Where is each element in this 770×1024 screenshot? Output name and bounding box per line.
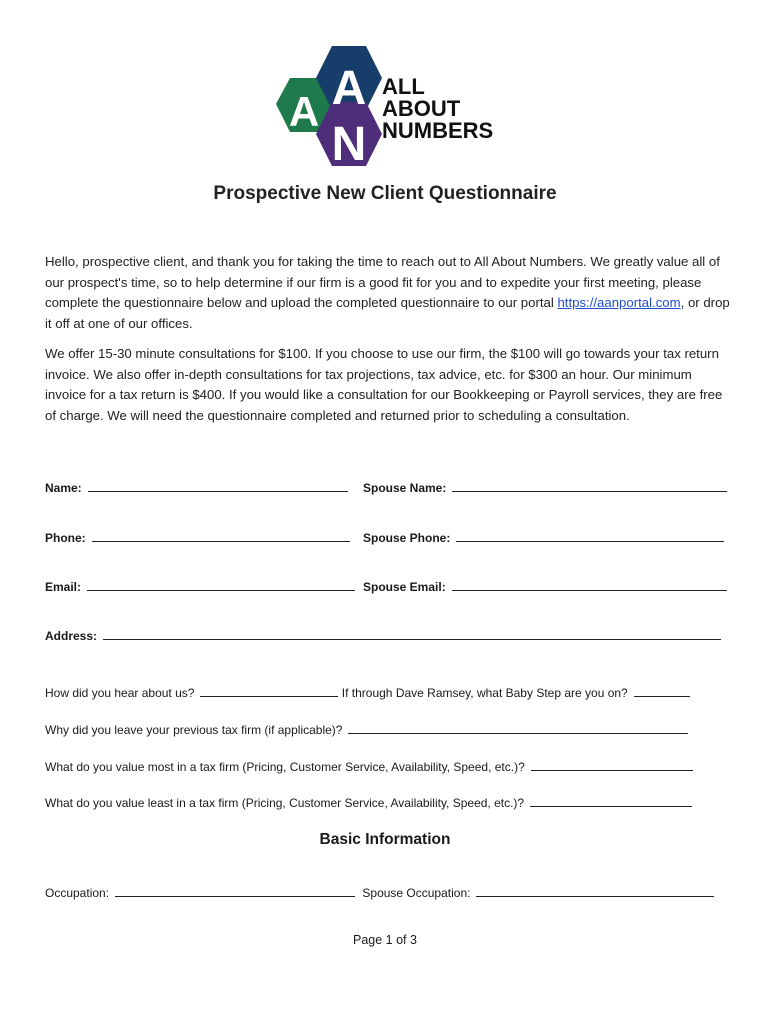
phone-row — [45, 530, 730, 546]
occupation-row — [45, 885, 730, 900]
value-most-label: What do you value most in a tax firm (Pricing, Customer Service, Availability, Speed, etc.)? — [45, 760, 525, 774]
email-label: Email: — [45, 580, 82, 594]
baby-step-label: If through Dave Ramsey, what Baby Step are you on? — [341, 686, 628, 700]
spouse-occupation-label: Spouse Occupation: — [362, 886, 471, 900]
email-row — [45, 579, 730, 595]
logo-text-all: ALL — [382, 74, 425, 99]
logo-text-about: ABOUT — [382, 96, 461, 121]
name-row — [45, 480, 730, 496]
address-row — [45, 628, 730, 644]
spouse-email-blank-line[interactable] — [452, 579, 727, 591]
page-title: Prospective New Client Questionnaire — [213, 183, 557, 204]
phone-field[interactable] — [45, 530, 355, 545]
page-number: Page 1 of 3 — [353, 933, 417, 947]
intro-paragraph — [45, 252, 730, 334]
value-least-row — [45, 795, 730, 810]
value-most-blank-line[interactable] — [531, 759, 693, 771]
logo-text-numbers: NUMBERS — [382, 118, 494, 143]
name-blank-line[interactable] — [88, 480, 348, 492]
name-field[interactable] — [45, 480, 355, 495]
spouse-occupation-blank-line[interactable] — [476, 885, 714, 897]
value-least-blank-line[interactable] — [530, 795, 692, 807]
email-blank-line[interactable] — [87, 579, 355, 591]
intro-text-1: Hello, prospective client, and thank you for taking the time to reach out to All About Numbers. We greatly value all of our prospect's time, so to help determine if our firm is a good fit for you and to expedite your first meeting, please complete the questionnaire below and upload the completed questionnaire to our portal — [45, 254, 720, 310]
address-label: Address: — [45, 629, 98, 643]
logo-letter-n-purple: N — [331, 118, 367, 171]
spouse-phone-blank-line[interactable] — [456, 530, 724, 542]
hear-about-label: How did you hear about us? — [45, 686, 195, 700]
basic-information-heading: Basic Information — [319, 831, 451, 848]
hear-about-row — [45, 685, 730, 700]
baby-step-blank-line[interactable] — [634, 685, 690, 697]
address-field[interactable] — [45, 628, 725, 643]
address-blank-line[interactable] — [103, 628, 721, 640]
spouse-name-field[interactable] — [363, 480, 730, 495]
spouse-phone-label: Spouse Phone: — [363, 531, 451, 545]
value-most-row — [45, 759, 730, 774]
name-label: Name: — [45, 481, 82, 495]
spouse-email-field[interactable] — [363, 579, 730, 594]
phone-blank-line[interactable] — [92, 530, 350, 542]
all-about-numbers-logo — [270, 44, 505, 172]
leave-previous-row — [45, 722, 730, 737]
spouse-name-blank-line[interactable] — [452, 480, 727, 492]
portal-link[interactable]: https://aanportal.com — [557, 295, 681, 310]
occupation-label: Occupation: — [45, 886, 110, 900]
spouse-name-label: Spouse Name: — [363, 481, 447, 495]
spouse-email-label: Spouse Email: — [363, 580, 446, 594]
phone-label: Phone: — [45, 531, 86, 545]
value-least-label: What do you value least in a tax firm (Pricing, Customer Service, Availability, Speed, etc.)? — [45, 796, 525, 810]
leave-previous-label: Why did you leave your previous tax firm (if applicable)? — [45, 723, 343, 737]
offer-paragraph: We offer 15-30 minute consultations for $100. If you choose to use our firm, the $100 will go towards your tax return invoice. We also offer in-depth consultations for tax projections, tax advice, etc. for $300 an hour. Our minimum invoice for a tax return is $400. If you would like a consultation for our Bookkeeping or Payroll services, they are free of charge. We will need the questionnaire completed and returned prior to scheduling a consultation. — [45, 346, 723, 423]
email-field[interactable] — [45, 579, 355, 594]
logo-letter-a-blue: A — [331, 62, 367, 115]
occupation-blank-line[interactable] — [115, 885, 355, 897]
logo-letter-a-green: A — [288, 88, 320, 135]
spouse-phone-field[interactable] — [363, 530, 730, 545]
leave-previous-blank-line[interactable] — [348, 722, 688, 734]
intro-text-2: , or drop it off at one of our offices. — [45, 295, 730, 331]
hear-about-blank-line[interactable] — [200, 685, 338, 697]
